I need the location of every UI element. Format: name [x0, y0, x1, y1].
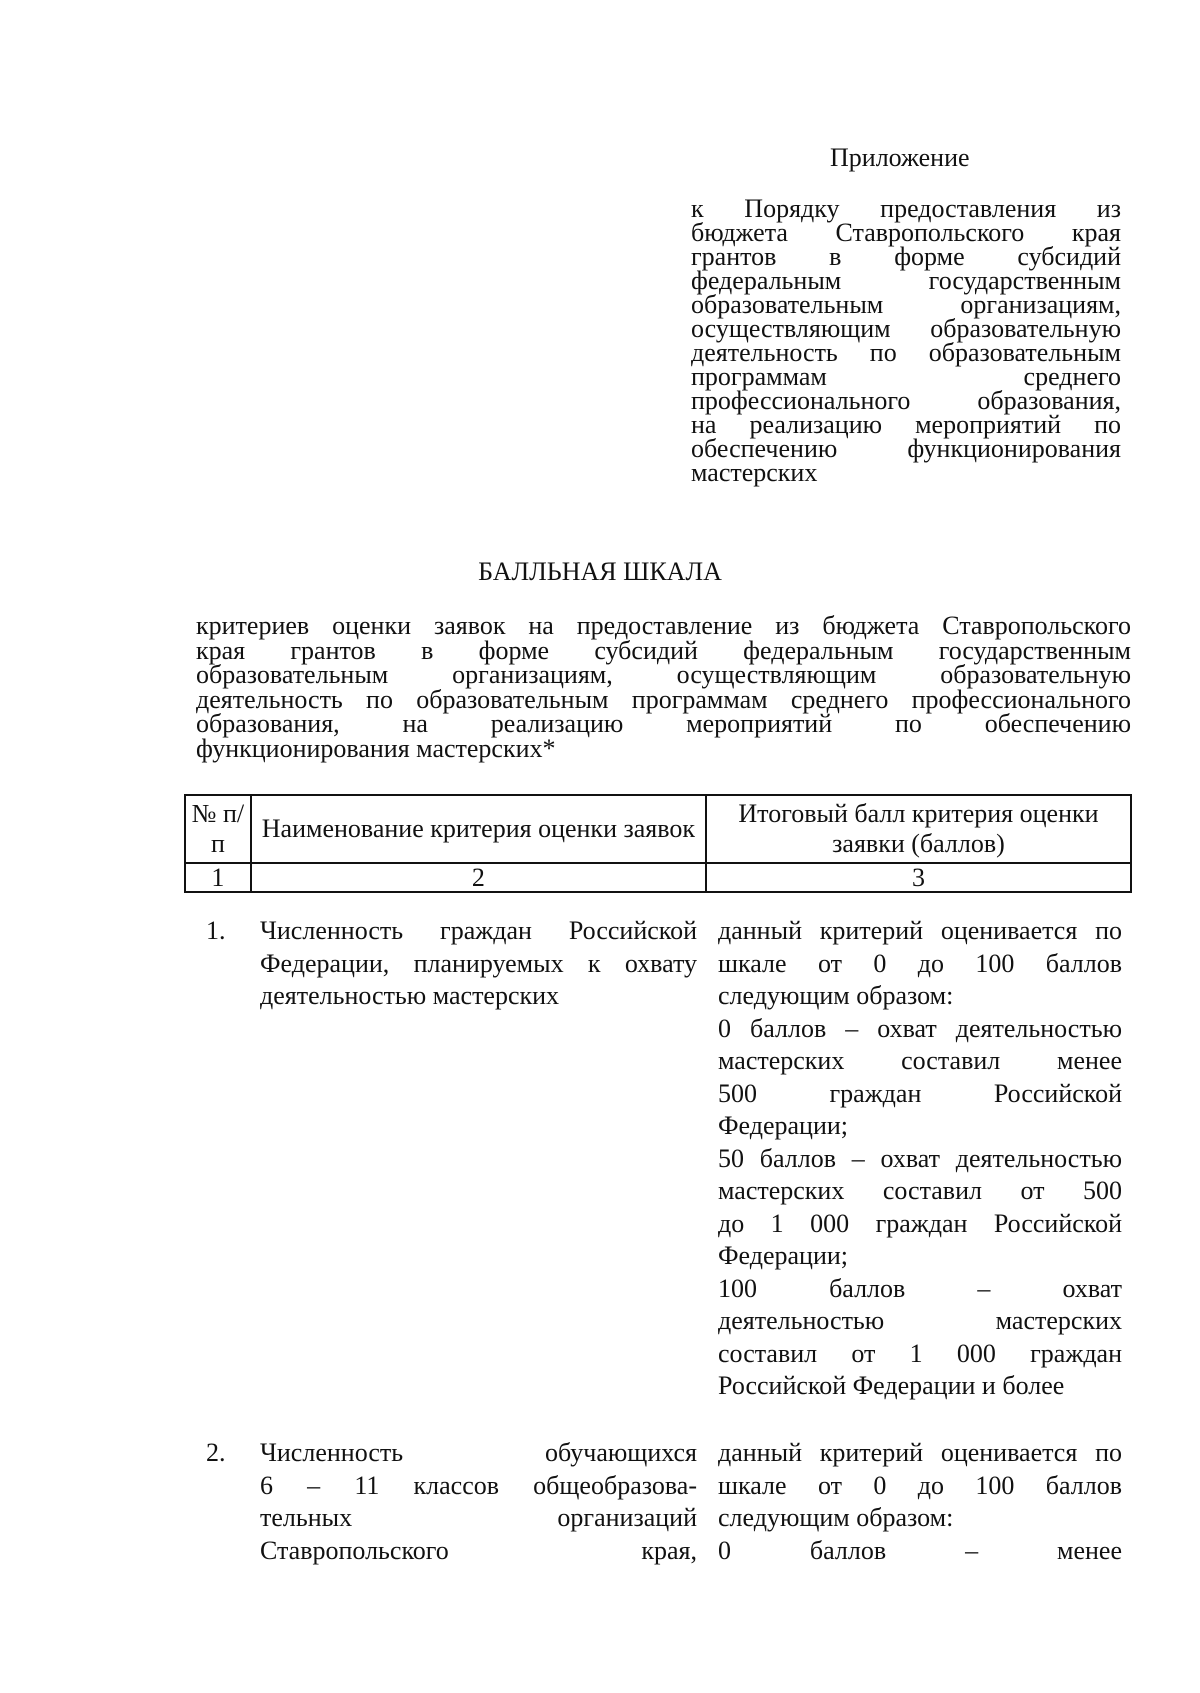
subtitle-line: края грантов в форме субсидий федеральным государственным [196, 635, 1131, 665]
criterion-line: Численность обучающихся [260, 1438, 697, 1467]
score-line: следующим образом: [718, 1503, 954, 1532]
appendix-line: к Порядку предоставления из [691, 194, 1121, 223]
row-criterion [260, 915, 697, 1013]
score-line: данный критерий оценивается по [718, 916, 1122, 945]
criterion-line: 6 – 11 классов общеобразова- [260, 1470, 697, 1500]
criteria-table-header [184, 794, 1132, 893]
score-line: составил от 1 000 граждан [718, 1338, 1122, 1368]
header-cell-score: Итоговый балл критерия оценки заявки (баллов) [706, 795, 1131, 863]
row-score [718, 915, 1122, 1403]
score-line: мастерских составил от 500 [718, 1176, 1122, 1205]
document-title: БАЛЛЬНАЯ ШКАЛА [478, 557, 722, 586]
appendix-line: осуществляющим образовательную [691, 314, 1121, 343]
score-line: данный критерий оценивается по [718, 1438, 1122, 1467]
score-line: до 1 000 граждан Российской [718, 1208, 1122, 1238]
criterion-line: Численность граждан Российской [260, 916, 697, 945]
subtitle-line: критериев оценки заявок на предоставление из бюджета Ставропольского [196, 611, 1131, 640]
subtitle-line: образования, на реализацию мероприятий по обеспечению [196, 709, 1131, 738]
appendix-line: профессионального образования, [691, 386, 1121, 415]
header-cell-number: № п/п [185, 795, 251, 863]
subtitle-line: функционирования мастерских* [196, 733, 556, 763]
document-subtitle [196, 611, 1131, 763]
score-line: Российской Федерации и более [718, 1371, 1065, 1400]
table-header-row [185, 795, 1131, 863]
appendix-line: грантов в форме субсидий [691, 242, 1121, 271]
score-line: 50 баллов – охват деятельностью [718, 1143, 1122, 1173]
header-cell-criterion: Наименование критерия оценки заявок [251, 795, 706, 863]
row-number: 2. [206, 1438, 226, 1467]
criterion-line: Федерации, планируемых к охвату [260, 948, 697, 978]
appendix-line: образовательным организациям, [691, 290, 1121, 319]
score-line: деятельностью мастерских [718, 1306, 1122, 1335]
subtitle-line: деятельность по образовательным программам среднего профессионального [196, 684, 1131, 714]
score-line: 0 баллов – охват деятельностью [718, 1013, 1122, 1043]
score-line: мастерских составил менее [718, 1046, 1122, 1075]
score-line: следующим образом: [718, 981, 954, 1010]
row-number: 1. [206, 916, 226, 945]
subtitle-line: образовательным организациям, осуществляющим образовательную [196, 660, 1131, 689]
row-criterion [260, 1437, 697, 1567]
score-line: шкале от 0 до 100 баллов [718, 948, 1122, 978]
score-line: шкале от 0 до 100 баллов [718, 1470, 1122, 1500]
row-score [718, 1437, 1122, 1567]
column-number-2: 2 [251, 863, 706, 892]
appendix-line: мастерских [691, 458, 818, 487]
column-number-1: 1 [185, 863, 251, 892]
appendix-title: Приложение [830, 143, 970, 172]
appendix-line: обеспечению функционирования [691, 434, 1121, 463]
criterion-line: деятельностью мастерских [260, 981, 560, 1010]
score-line: 500 граждан Российской [718, 1078, 1122, 1108]
criterion-line: Ставропольского края, [260, 1535, 697, 1565]
table-column-numbers-row [185, 863, 1131, 892]
score-line: 0 баллов – менее [718, 1535, 1122, 1565]
appendix-line: бюджета Ставропольского края [691, 218, 1121, 247]
appendix-line: федеральным государственным [691, 266, 1121, 295]
appendix-line: деятельность по образовательным [691, 338, 1121, 367]
column-number-3: 3 [706, 863, 1131, 892]
score-line: Федерации; [718, 1241, 849, 1270]
appendix-reference [691, 194, 1121, 487]
appendix-line: на реализацию мероприятий по [691, 410, 1121, 439]
score-line: 100 баллов – охват [718, 1273, 1122, 1303]
score-line: Федерации; [718, 1111, 849, 1140]
criterion-line: тельных организаций [260, 1503, 697, 1532]
appendix-line: программам среднего [691, 362, 1121, 391]
